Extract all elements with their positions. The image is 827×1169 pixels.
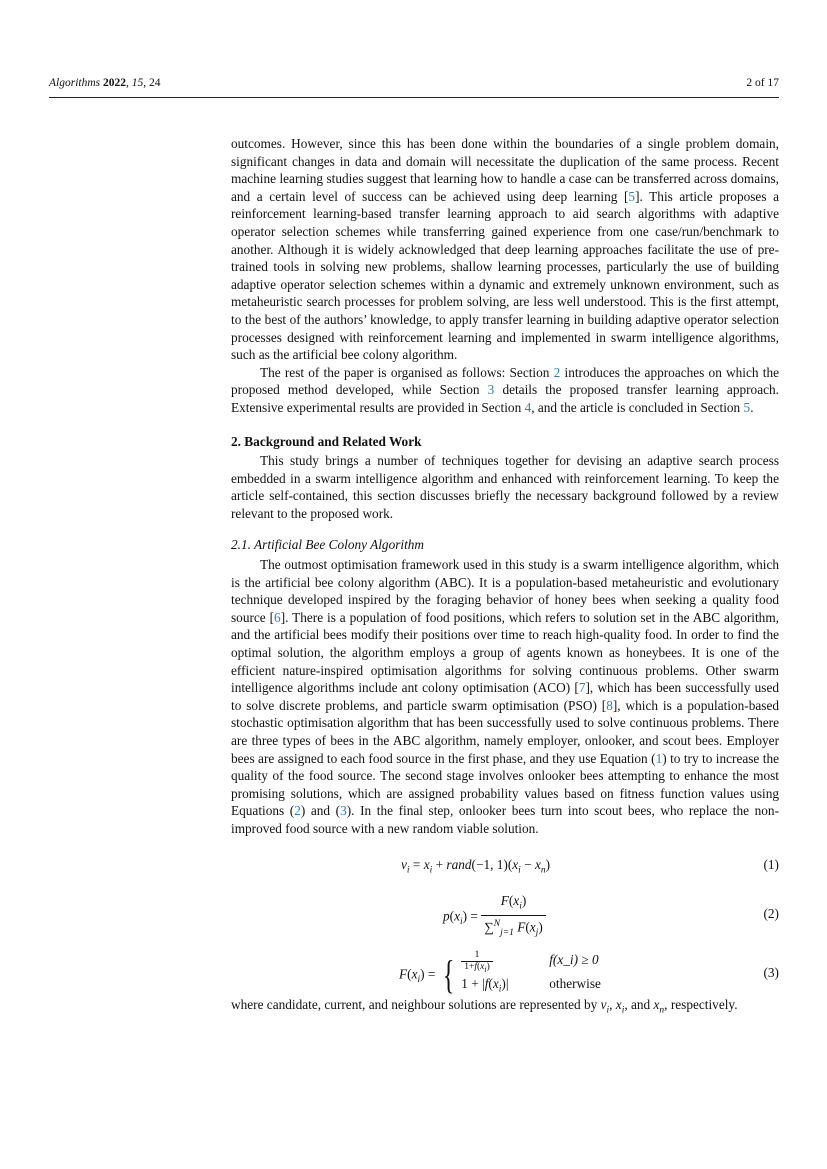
- page-number: 2 of 17: [746, 77, 779, 89]
- equation-number: (3): [763, 964, 779, 980]
- left-brace: {: [442, 951, 455, 997]
- abc-paragraph: The outmost optimisation framework used in this study is a swarm intelligence algorithm, which is the artificial bee colony algorithm (ABC). It is a population-based metaheuristic and evolutionary technique developed inspired by the foraging behavior of honey bees when seeking a quality food source [6]. There is a population of food positions, which refers to solution set in the ABC algorithm, and the artificial bees modify their positions over time to reach high-quality food. In order to find the optimal solution, the algorithm employs a group of agents known as honeybees. It is one of the efficient nature-inspired optimisation algorithms for solving continuous problems. Other swarm intelligence algorithms include ant colony optimisation (ACO) [7], which has been successfully used to solve discrete problems, and particle swarm optimisation (PSO) [8], which is a population-based stochastic optimisation algorithm that has been successfully used to solve continuous problems. There are three types of bees in the ABC algorithm, namely employer, onlooker, and scout bees. Employer bees are assigned to each food source in the first phase, and they use Equation (1) to try to increase the quality of the food source. The second stage involves onlooker bees attempting to enhance the most promising solutions, which are assigned probability values based on fitness function values using Equations (2) and (3). In the final step, onlooker bees turn into scout bees, who replace the non-improved food source with a new random viable solution.: [231, 557, 780, 836]
- citation-link[interactable]: 5: [628, 188, 636, 204]
- section2-paragraph: This study brings a number of techniques together for devising an adaptive search process embedded in a swarm intelligence algorithm and enhanced with reinforcement learning. To keep the article self-contained, this section discusses briefly the necessary background followed by a review relevant to the proposed work.: [231, 453, 779, 521]
- subsection-heading: 2.1. Artificial Bee Colony Algorithm: [231, 537, 425, 553]
- section-link[interactable]: 4: [524, 399, 532, 415]
- cases-block: $\frac{1}{1+f(x_i)}$ f(x_i) ≥ 0 $1 + |f(x_i)|$ otherwise: [461, 950, 601, 1001]
- equation-link[interactable]: 1: [655, 750, 663, 766]
- section-link[interactable]: 3: [487, 382, 495, 398]
- section-link[interactable]: 2: [553, 364, 561, 380]
- section-heading: 2. Background and Related Work: [231, 433, 422, 449]
- intro-paragraph-2: The rest of the paper is organised as follows: Section 2 introduces the approaches on which the proposed method developed, while Section 3 details the proposed transfer learning approach. Extensive experimental results are provided in Section 4, and the article is concluded in Section 5.: [231, 364, 779, 415]
- equation-link[interactable]: 2: [294, 803, 301, 819]
- main-content: [231, 135, 779, 1020]
- closing-sentence: where candidate, current, and neighbour solutions are represented by $v_i$, $x_i$, and $x_n$, respectively.: [231, 996, 738, 1016]
- equation-1-body: $v_i = x_i$ + rand(−1, $1)(x_i - x_n)$: [401, 856, 551, 876]
- equation-number: (2): [763, 905, 779, 921]
- citation-link[interactable]: 7: [578, 680, 586, 696]
- equation-number: (1): [763, 856, 779, 872]
- citation-link[interactable]: 6: [274, 609, 281, 625]
- equation-2: [231, 892, 779, 939]
- equation-3-body: $F(x_i)$ = { $\frac{1}{1+f(x_i)}$ f(x_i) ≥ 0 $1 + |f(x_i)|$ otherwise: [399, 950, 601, 1001]
- equation-link[interactable]: 3: [340, 803, 347, 819]
- case-2-condition: otherwise: [549, 976, 601, 992]
- citation-link[interactable]: 8: [606, 697, 613, 713]
- journal-citation: Algorithms 2022, 15, 24: [49, 77, 161, 89]
- equation-3: [231, 950, 779, 996]
- header-rule: [49, 97, 779, 98]
- equation-1: [231, 852, 779, 880]
- equation-2-body: $p(x_i)$ = $\frac{F(x_i)}{\sum^N_{j=1} F(x_j)}$: [443, 892, 546, 943]
- fraction: $\frac{F(x_i)}{\sum^N_{j=1} F(x_j)}$: [481, 892, 546, 943]
- case-1-condition: f(x_i) ≥ 0: [549, 951, 599, 967]
- section-link[interactable]: 5: [743, 399, 751, 415]
- intro-paragraph-1: outcomes. However, since this has been done within the boundaries of a single problem domain, significant changes in data and domain will necessitate the duplication of the same process. Recent machine learning studies suggest that learning how to handle a case can be transferred across domains, and a certain level of success can be achieved using deep learning [5]. This article proposes a reinforcement learning-based transfer learning approach to aid search algorithms with adaptive operator selection schemes while transferring gained experience from one case/run/benchmark to another. Although it is widely acknowledged that deep learning approaches facilitate the use of pre-trained tools in solving new problems, shallow learning processes, particularly the use of building adaptive operator selection schemes within a dynamic and extremely unknown environment, such as metaheuristic search processes for problem solving, are less well understood. This is the first attempt, to the best of the authors’ knowledge, to apply transfer learning in building adaptive operator selection processes designed with reinforcement learning and implemented in swarm intelligence algorithms, such as the artificial bee colony algorithm.: [231, 136, 779, 363]
